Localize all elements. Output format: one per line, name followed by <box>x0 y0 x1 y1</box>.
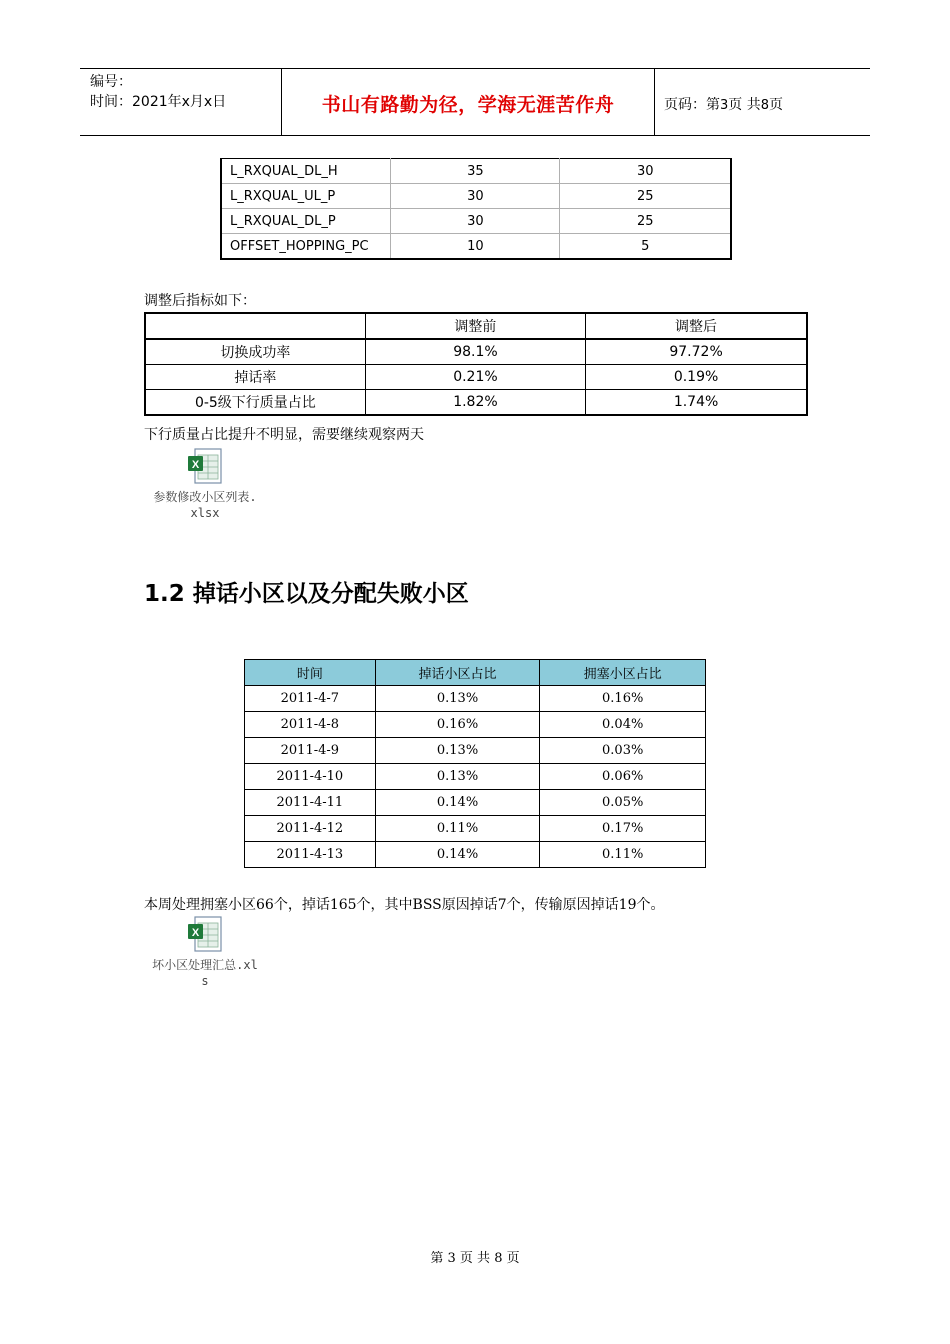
table-cell: 切换成功率 <box>145 339 365 365</box>
table-cell: 25 <box>560 184 731 209</box>
table-row <box>145 365 807 390</box>
svg-text:X: X <box>191 459 200 471</box>
table-row <box>145 390 807 416</box>
table-cell: 2011-4-13 <box>245 842 376 868</box>
page-label-suffix: 页 <box>769 97 784 113</box>
header-bottom-rule <box>80 135 870 136</box>
table-cell: 掉话率 <box>145 365 365 390</box>
table-cell: 0.14% <box>375 842 540 868</box>
excel-file-icon <box>185 915 225 955</box>
table-cell: L_RXQUAL_UL_P <box>221 184 391 209</box>
page-total: 8 <box>760 98 770 113</box>
page-label-mid: 页 共 <box>728 97 761 113</box>
attachment-name-line2: s <box>201 974 209 988</box>
table-header-cell: 调整前 <box>365 313 585 339</box>
table-header-cell: 时间 <box>245 660 376 686</box>
table-cell: 1.74% <box>586 390 807 416</box>
table-cell: L_RXQUAL_DL_H <box>221 159 391 184</box>
table-cell: 25 <box>560 209 731 234</box>
page-current: 3 <box>720 98 729 113</box>
table-header-cell: 掉话小区占比 <box>375 660 540 686</box>
excel-file-icon <box>185 447 225 487</box>
table-row <box>221 209 731 234</box>
table-cell: 0.13% <box>375 764 540 790</box>
table-cell: 97.72% <box>586 339 807 365</box>
table-cell: 0.21% <box>365 365 585 390</box>
table-header-cell: 拥塞小区占比 <box>540 660 706 686</box>
table-row <box>245 686 706 712</box>
header-meta <box>90 72 226 112</box>
header-divider-right <box>654 68 655 136</box>
section-heading: 1.2 掉话小区以及分配失败小区 <box>144 581 469 607</box>
table-cell: 0.16% <box>540 686 706 712</box>
attachment-name-line1: 参数修改小区列表. <box>153 490 257 504</box>
table-row <box>221 234 731 260</box>
table-cell: 0.11% <box>375 816 540 842</box>
kpi-table <box>144 312 808 416</box>
table-header-cell <box>145 313 365 339</box>
table-cell: OFFSET_HOPPING_PC <box>221 234 391 260</box>
table-row <box>245 816 706 842</box>
attachment-parameter-list[interactable] <box>140 447 270 521</box>
table-row <box>221 159 731 184</box>
adjust-intro-text: 调整后指标如下： <box>144 293 256 309</box>
table-cell: 35 <box>391 159 560 184</box>
table-header-cell: 调整后 <box>586 313 807 339</box>
table-row <box>245 764 706 790</box>
table-header-row <box>145 313 807 339</box>
table-cell: 98.1% <box>365 339 585 365</box>
table-cell: 0.05% <box>540 790 706 816</box>
time-label: 时间：2021年x月x日 <box>90 94 227 110</box>
table-row <box>221 184 731 209</box>
table-cell: 0.16% <box>375 712 540 738</box>
table-cell: 10 <box>391 234 560 260</box>
table-cell: 2011-4-9 <box>245 738 376 764</box>
table-cell: 30 <box>391 184 560 209</box>
parameter-table <box>220 158 732 260</box>
attachment-name-line2: xlsx <box>190 506 220 520</box>
header-page-number <box>664 94 783 114</box>
table-cell: 2011-4-11 <box>245 790 376 816</box>
table-cell: L_RXQUAL_DL_P <box>221 209 391 234</box>
table-cell: 0.11% <box>540 842 706 868</box>
page-footer: 第 3 页 共 8 页 <box>430 1251 520 1266</box>
table-header-row <box>245 660 706 686</box>
table-cell: 0.14% <box>375 790 540 816</box>
table-row <box>245 842 706 868</box>
table-cell: 5 <box>560 234 731 260</box>
table-cell: 30 <box>560 159 731 184</box>
table-cell: 0.06% <box>540 764 706 790</box>
table-row <box>245 712 706 738</box>
table-cell: 0.03% <box>540 738 706 764</box>
table-cell: 0-5级下行质量占比 <box>145 390 365 416</box>
table-cell: 0.19% <box>586 365 807 390</box>
table-cell: 0.13% <box>375 686 540 712</box>
header-top-rule <box>80 68 870 69</box>
table-cell: 1.82% <box>365 390 585 416</box>
kpi-note-text: 下行质量占比提升不明显，需要继续观察两天 <box>144 427 424 443</box>
page-label-prefix: 页码：第 <box>664 97 720 113</box>
attachment-bad-cell-summary[interactable] <box>140 915 270 989</box>
table-row <box>245 738 706 764</box>
table-cell: 2011-4-8 <box>245 712 376 738</box>
weekly-summary-text: 本周处理拥塞小区66个，掉话165个，其中BSS原因掉话7个，传输原因掉话19个。 <box>144 897 665 913</box>
table-cell: 2011-4-12 <box>245 816 376 842</box>
table-row <box>245 790 706 816</box>
table-cell: 2011-4-7 <box>245 686 376 712</box>
number-label: 编号： <box>90 74 132 90</box>
svg-text:X: X <box>191 927 200 939</box>
table-row <box>145 339 807 365</box>
header-motto: 书山有路勤为径，学海无涯苦作舟 <box>321 94 615 116</box>
table-cell: 0.17% <box>540 816 706 842</box>
table-cell: 0.04% <box>540 712 706 738</box>
table-cell: 0.13% <box>375 738 540 764</box>
drop-call-table <box>244 659 706 868</box>
attachment-name-line1: 坏小区处理汇总.xl <box>152 958 258 972</box>
table-cell: 30 <box>391 209 560 234</box>
table-cell: 2011-4-10 <box>245 764 376 790</box>
